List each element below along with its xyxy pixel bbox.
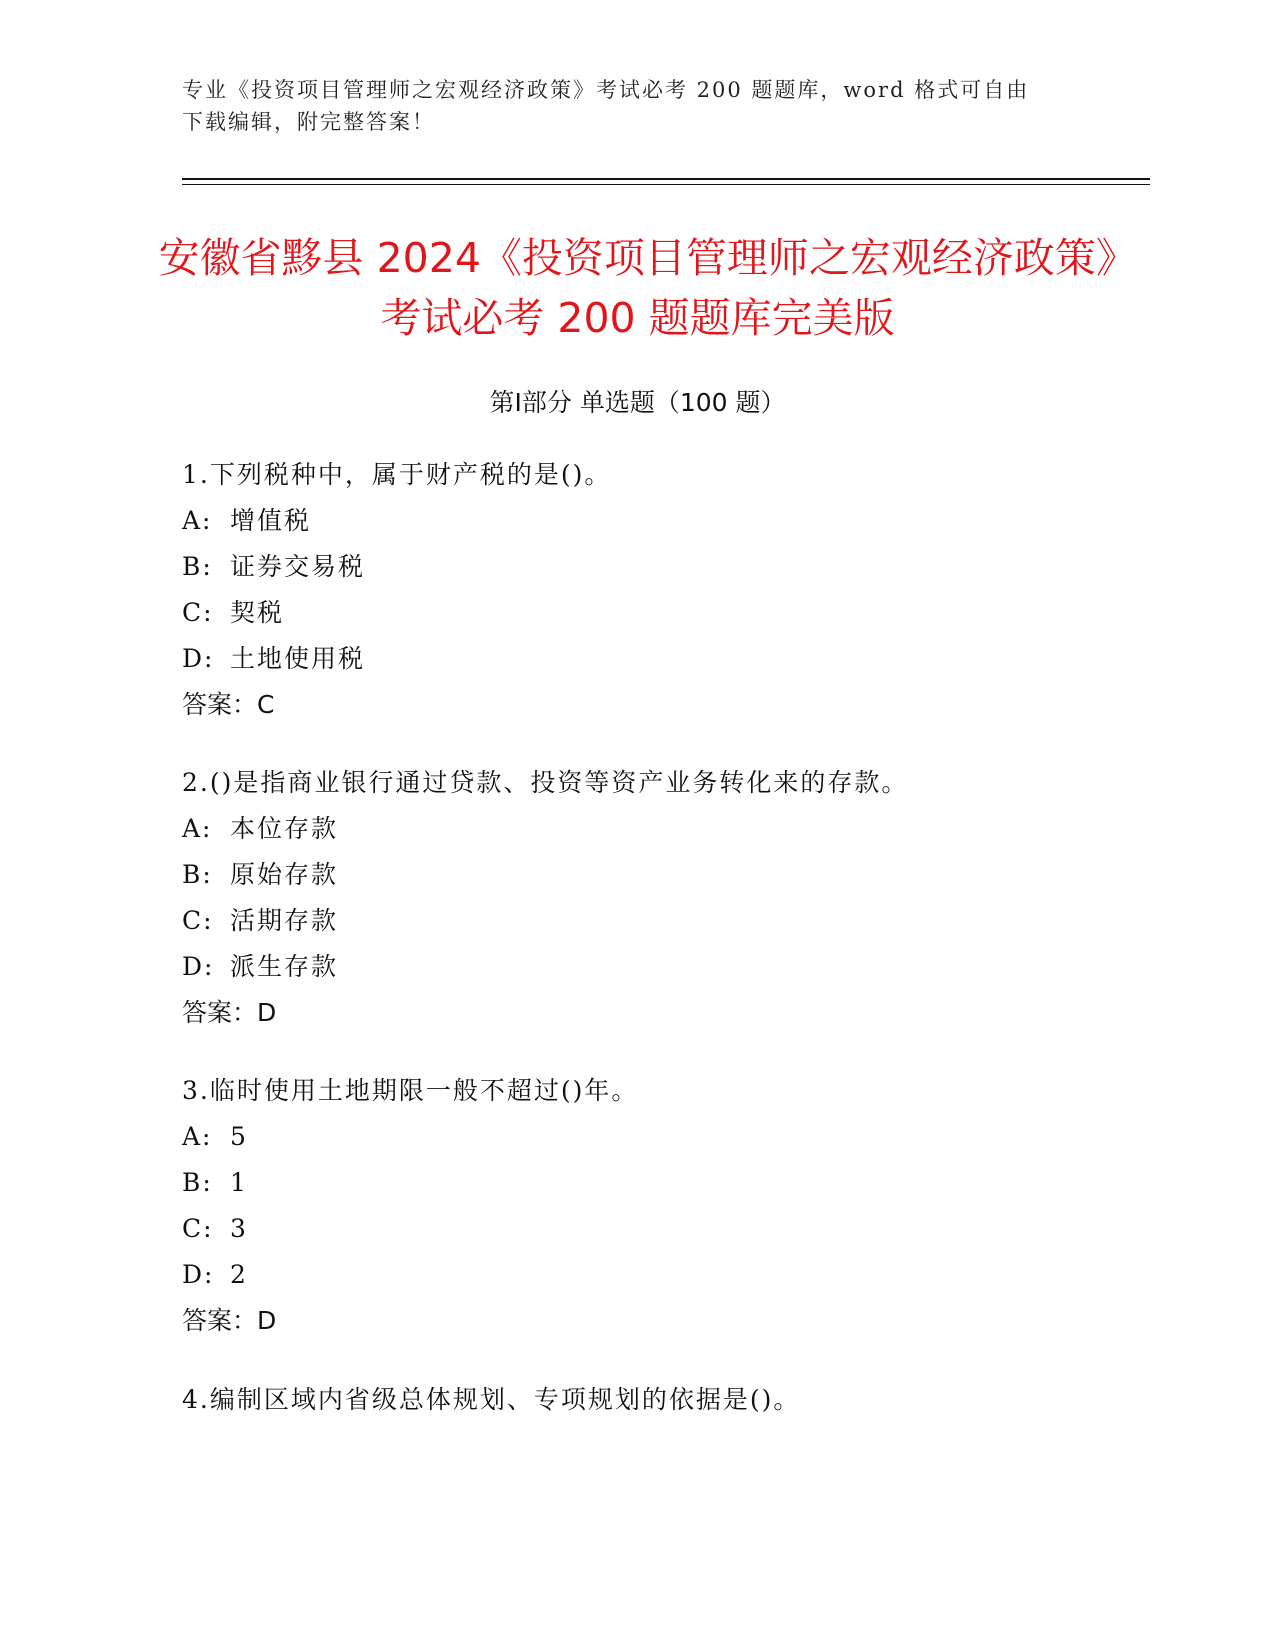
header-note: 专业《投资项目管理师之宏观经济政策》考试必考 200 题题库，word 格式可自由下载编辑，附完整答案！ bbox=[182, 78, 1030, 134]
document-title: 安徽省黟县 2024《投资项目管理师之宏观经济政策》考试必考 200 题题库完美版 bbox=[158, 234, 1117, 342]
question-text: 2.()是指商业银行通过贷款、投资等资产业务转化来的存款。 bbox=[182, 768, 909, 797]
option-b bbox=[182, 852, 1142, 898]
question-2 bbox=[182, 760, 1142, 1036]
option-c bbox=[182, 1206, 1142, 1252]
header-divider-thin bbox=[182, 184, 1150, 185]
option-letter: B: bbox=[182, 552, 213, 581]
option-text: 活期存款 bbox=[230, 906, 339, 935]
option-text: 派生存款 bbox=[230, 952, 339, 981]
option-text: 证券交易税 bbox=[230, 552, 366, 581]
question-text: 1.下列税种中，属于财产税的是()。 bbox=[182, 460, 612, 489]
option-text: 1 bbox=[230, 1168, 248, 1197]
answer-line: 答案：D bbox=[182, 998, 277, 1027]
option-letter: B: bbox=[182, 860, 213, 889]
option-letter: C: bbox=[182, 906, 214, 935]
option-c bbox=[182, 898, 1142, 944]
option-letter: A: bbox=[182, 814, 213, 843]
option-d bbox=[182, 1252, 1142, 1298]
section-heading: 第Ⅰ部分 单选题（100 题） bbox=[489, 388, 786, 417]
question-text: 4.编制区域内省级总体规划、专项规划的依据是()。 bbox=[182, 1385, 801, 1414]
option-text: 3 bbox=[230, 1214, 248, 1243]
option-letter: C: bbox=[182, 1214, 214, 1243]
option-text: 契税 bbox=[230, 598, 285, 627]
option-letter: D: bbox=[182, 644, 215, 673]
question-3 bbox=[182, 1068, 1142, 1344]
option-a bbox=[182, 1114, 1142, 1160]
option-text: 原始存款 bbox=[230, 860, 339, 889]
option-b bbox=[182, 1160, 1142, 1206]
answer-line: 答案：D bbox=[182, 1306, 277, 1335]
question-1 bbox=[182, 452, 1142, 728]
question-text: 3.临时使用土地期限一般不超过()年。 bbox=[182, 1076, 639, 1105]
option-text: 5 bbox=[230, 1122, 248, 1151]
option-text: 增值税 bbox=[230, 506, 312, 535]
option-d bbox=[182, 636, 1142, 682]
option-a bbox=[182, 498, 1142, 544]
option-b bbox=[182, 544, 1142, 590]
option-letter: C: bbox=[182, 598, 214, 627]
option-letter: D: bbox=[182, 952, 215, 981]
option-letter: A: bbox=[182, 506, 213, 535]
option-text: 本位存款 bbox=[230, 814, 339, 843]
option-c bbox=[182, 590, 1142, 636]
option-text: 2 bbox=[230, 1260, 248, 1289]
option-d bbox=[182, 944, 1142, 990]
option-letter: B: bbox=[182, 1168, 213, 1197]
option-letter: D: bbox=[182, 1260, 215, 1289]
option-a bbox=[182, 806, 1142, 852]
question-4 bbox=[182, 1377, 1142, 1423]
answer-line: 答案：C bbox=[182, 690, 275, 719]
header-divider-thick bbox=[182, 178, 1150, 180]
option-text: 土地使用税 bbox=[230, 644, 366, 673]
option-letter: A: bbox=[182, 1122, 213, 1151]
